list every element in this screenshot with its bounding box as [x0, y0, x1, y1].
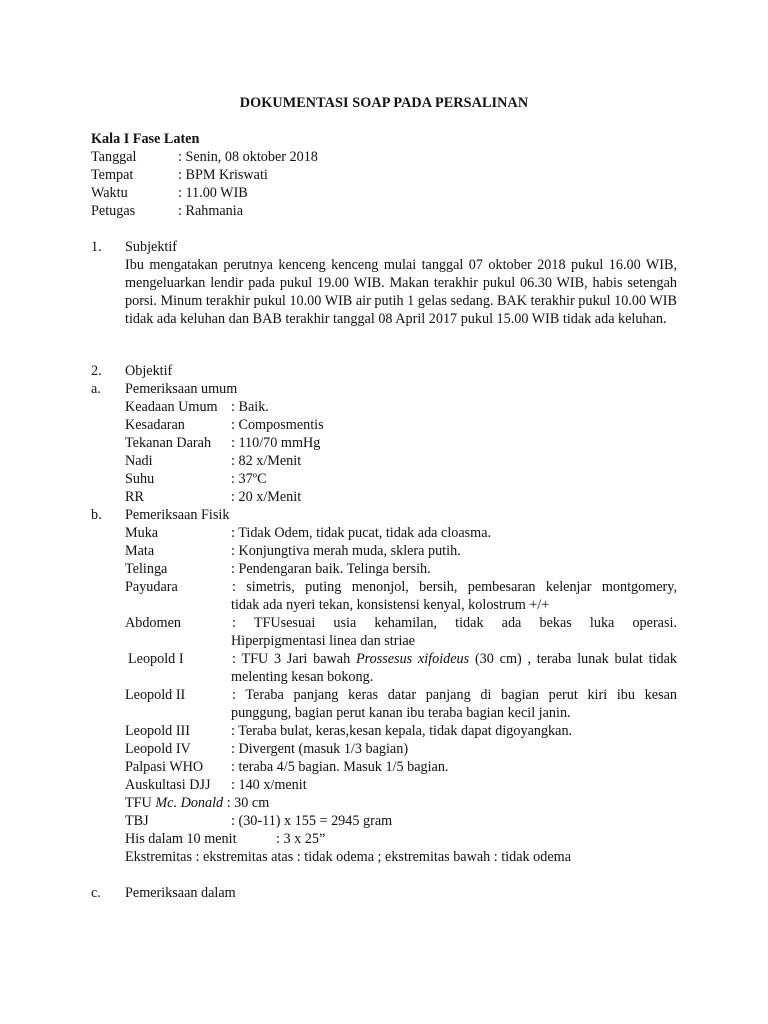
umum-label: Keadaan Umum	[125, 399, 218, 415]
field-value-tanggal: : Senin, 08 oktober 2018	[178, 149, 318, 165]
fisik-label-muka: Muka	[125, 525, 159, 541]
umum-label: Kesadaran	[125, 417, 185, 433]
subjektif-paragraph: Ibu mengatakan perutnya kenceng kenceng mulai tanggal 07 oktober 2018 pukul 16.00 WIB, mengeluarkan lendir pada pukul 19.00 WIB. Makan terakhir pukul 06.30 WIB, habis setengah porsi. Minum terakhir pukul 10.00 WIB air putih 1 gelas sedang. BAK terakhir pukul 10.00 WIB tidak ada keluhan dan BAB terakhir tanggal 08 April 2017 pukul 15.00 WIB tidak ada keluhan.	[125, 257, 677, 327]
leopold1-text-post: (30 cm) , teraba lunak bulat tidak	[469, 651, 678, 667]
fisik-row-leopold2	[125, 686, 677, 704]
fisik-value-muka: : Tidak Odem, tidak pucat, tidak ada cloasma.	[231, 525, 492, 541]
fisik-label-leopold3: Leopold III	[125, 723, 191, 739]
fisik-value-leopold1	[232, 650, 677, 668]
field-value-tempat: : BPM Kriswati	[178, 167, 268, 183]
field-value-waktu: : 11.00 WIB	[178, 185, 248, 201]
fisik-label-payudara: Payudara	[125, 579, 178, 595]
fisik-value-payudara-cont: tidak ada nyeri tekan, konsistensi kenyal, kolostrum +/+	[231, 597, 550, 613]
fisik-label-mata: Mata	[125, 543, 155, 559]
section-title-subjektif: Subjektif	[125, 239, 178, 255]
leopold1-text-pre: : TFU 3 Jari bawah	[232, 651, 356, 667]
document-title: DOKUMENTASI SOAP PADA PERSALINAN	[239, 95, 529, 111]
fisik-value-leopold2: : Teraba panjang keras datar panjang di bagian perut kiri ibu kesan	[232, 687, 677, 703]
fisik-value-telinga: : Pendengaran baik. Telinga bersih.	[231, 561, 431, 577]
section-number-subjektif: 1.	[91, 239, 102, 255]
umum-label: Tekanan Darah	[125, 435, 212, 451]
umum-value: : 82 x/Menit	[231, 453, 302, 469]
fisik-label-tfu-italic: Mc. Donald	[155, 795, 224, 811]
fisik-label-abdomen: Abdomen	[125, 615, 181, 631]
umum-label: Nadi	[125, 453, 153, 469]
field-label-tanggal: Tanggal	[91, 149, 137, 165]
subsection-letter-a: a.	[91, 381, 101, 397]
fisik-row-payudara	[125, 578, 677, 596]
fisik-value-abdomen: : TFUsesuai usia kehamilan, tidak ada bekas luka operasi.	[232, 615, 677, 631]
subsection-title-umum: Pemeriksaan umum	[125, 381, 238, 397]
fisik-label-tfu: TFU	[125, 795, 156, 811]
fisik-label-tbj: TBJ	[125, 813, 149, 829]
fisik-row-leopold1	[128, 650, 677, 668]
fisik-value-palpasi: : teraba 4/5 bagian. Masuk 1/5 bagian.	[231, 759, 449, 775]
fisik-value-his: : 3 x 25”	[276, 831, 326, 847]
umum-value: : Baik.	[231, 399, 269, 415]
subsection-letter-c: c.	[91, 885, 101, 901]
field-label-tempat: Tempat	[91, 167, 134, 183]
fisik-row-abdomen	[125, 614, 677, 632]
fisik-value-abdomen-cont: Hiperpigmentasi linea dan striae	[231, 633, 415, 649]
fisik-value-payudara: : simetris, puting menonjol, bersih, pembesaran kelenjar montgomery,	[232, 579, 677, 595]
fisik-value-djj: : 140 x/menit	[231, 777, 307, 793]
fisik-value-tfu: : 30 cm	[223, 795, 270, 811]
fisik-label-palpasi: Palpasi WHO	[125, 759, 204, 775]
umum-label: Suhu	[125, 471, 155, 487]
section-title-objektif: Objektif	[125, 363, 173, 379]
fisik-value-leopold3: : Teraba bulat, keras,kesan kepala, tidak dapat digoyangkan.	[231, 723, 573, 739]
fisik-label-leopold1: Leopold I	[128, 651, 184, 667]
fisik-value-leopold2-cont: punggung, bagian perut kanan ibu teraba bagian kecil janin.	[231, 705, 571, 721]
field-label-petugas: Petugas	[91, 203, 136, 219]
umum-value: : 20 x/Menit	[231, 489, 302, 505]
fisik-value-leopold1-cont: melenting kesan bokong.	[231, 669, 374, 685]
fisik-label-djj: Auskultasi DJJ	[125, 777, 211, 793]
fisik-label-his: His dalam 10 menit	[125, 831, 237, 847]
section-number-objektif: 2.	[91, 363, 102, 379]
section-heading: Kala I Fase Laten	[91, 131, 200, 147]
umum-value: : 110/70 mmHg	[231, 435, 321, 451]
umum-label: RR	[125, 489, 144, 505]
fisik-value-leopold4: : Divergent (masuk 1/3 bagian)	[231, 741, 409, 757]
subsection-title-dalam: Pemeriksaan dalam	[125, 885, 236, 901]
field-label-waktu: Waktu	[91, 185, 128, 201]
fisik-value-mata: : Konjungtiva merah muda, sklera putih.	[231, 543, 461, 559]
fisik-label-leopold2: Leopold II	[125, 687, 186, 703]
fisik-label-telinga: Telinga	[125, 561, 168, 577]
leopold1-text-italic: Prossesus xifoideus	[355, 651, 470, 667]
subsection-letter-b: b.	[91, 507, 102, 523]
field-value-petugas: : Rahmania	[178, 203, 244, 219]
fisik-label-leopold4: Leopold IV	[125, 741, 191, 757]
umum-value: : Composmentis	[231, 417, 324, 433]
fisik-row-tfu	[125, 794, 269, 812]
umum-value: : 37ºC	[231, 471, 267, 487]
fisik-value-tbj: : (30-11) x 155 = 2945 gram	[231, 813, 393, 829]
subsection-title-fisik: Pemeriksaan Fisik	[125, 507, 230, 523]
fisik-ekstremitas: Ekstremitas : ekstremitas atas : tidak odema ; ekstremitas bawah : tidak odema	[125, 849, 571, 865]
